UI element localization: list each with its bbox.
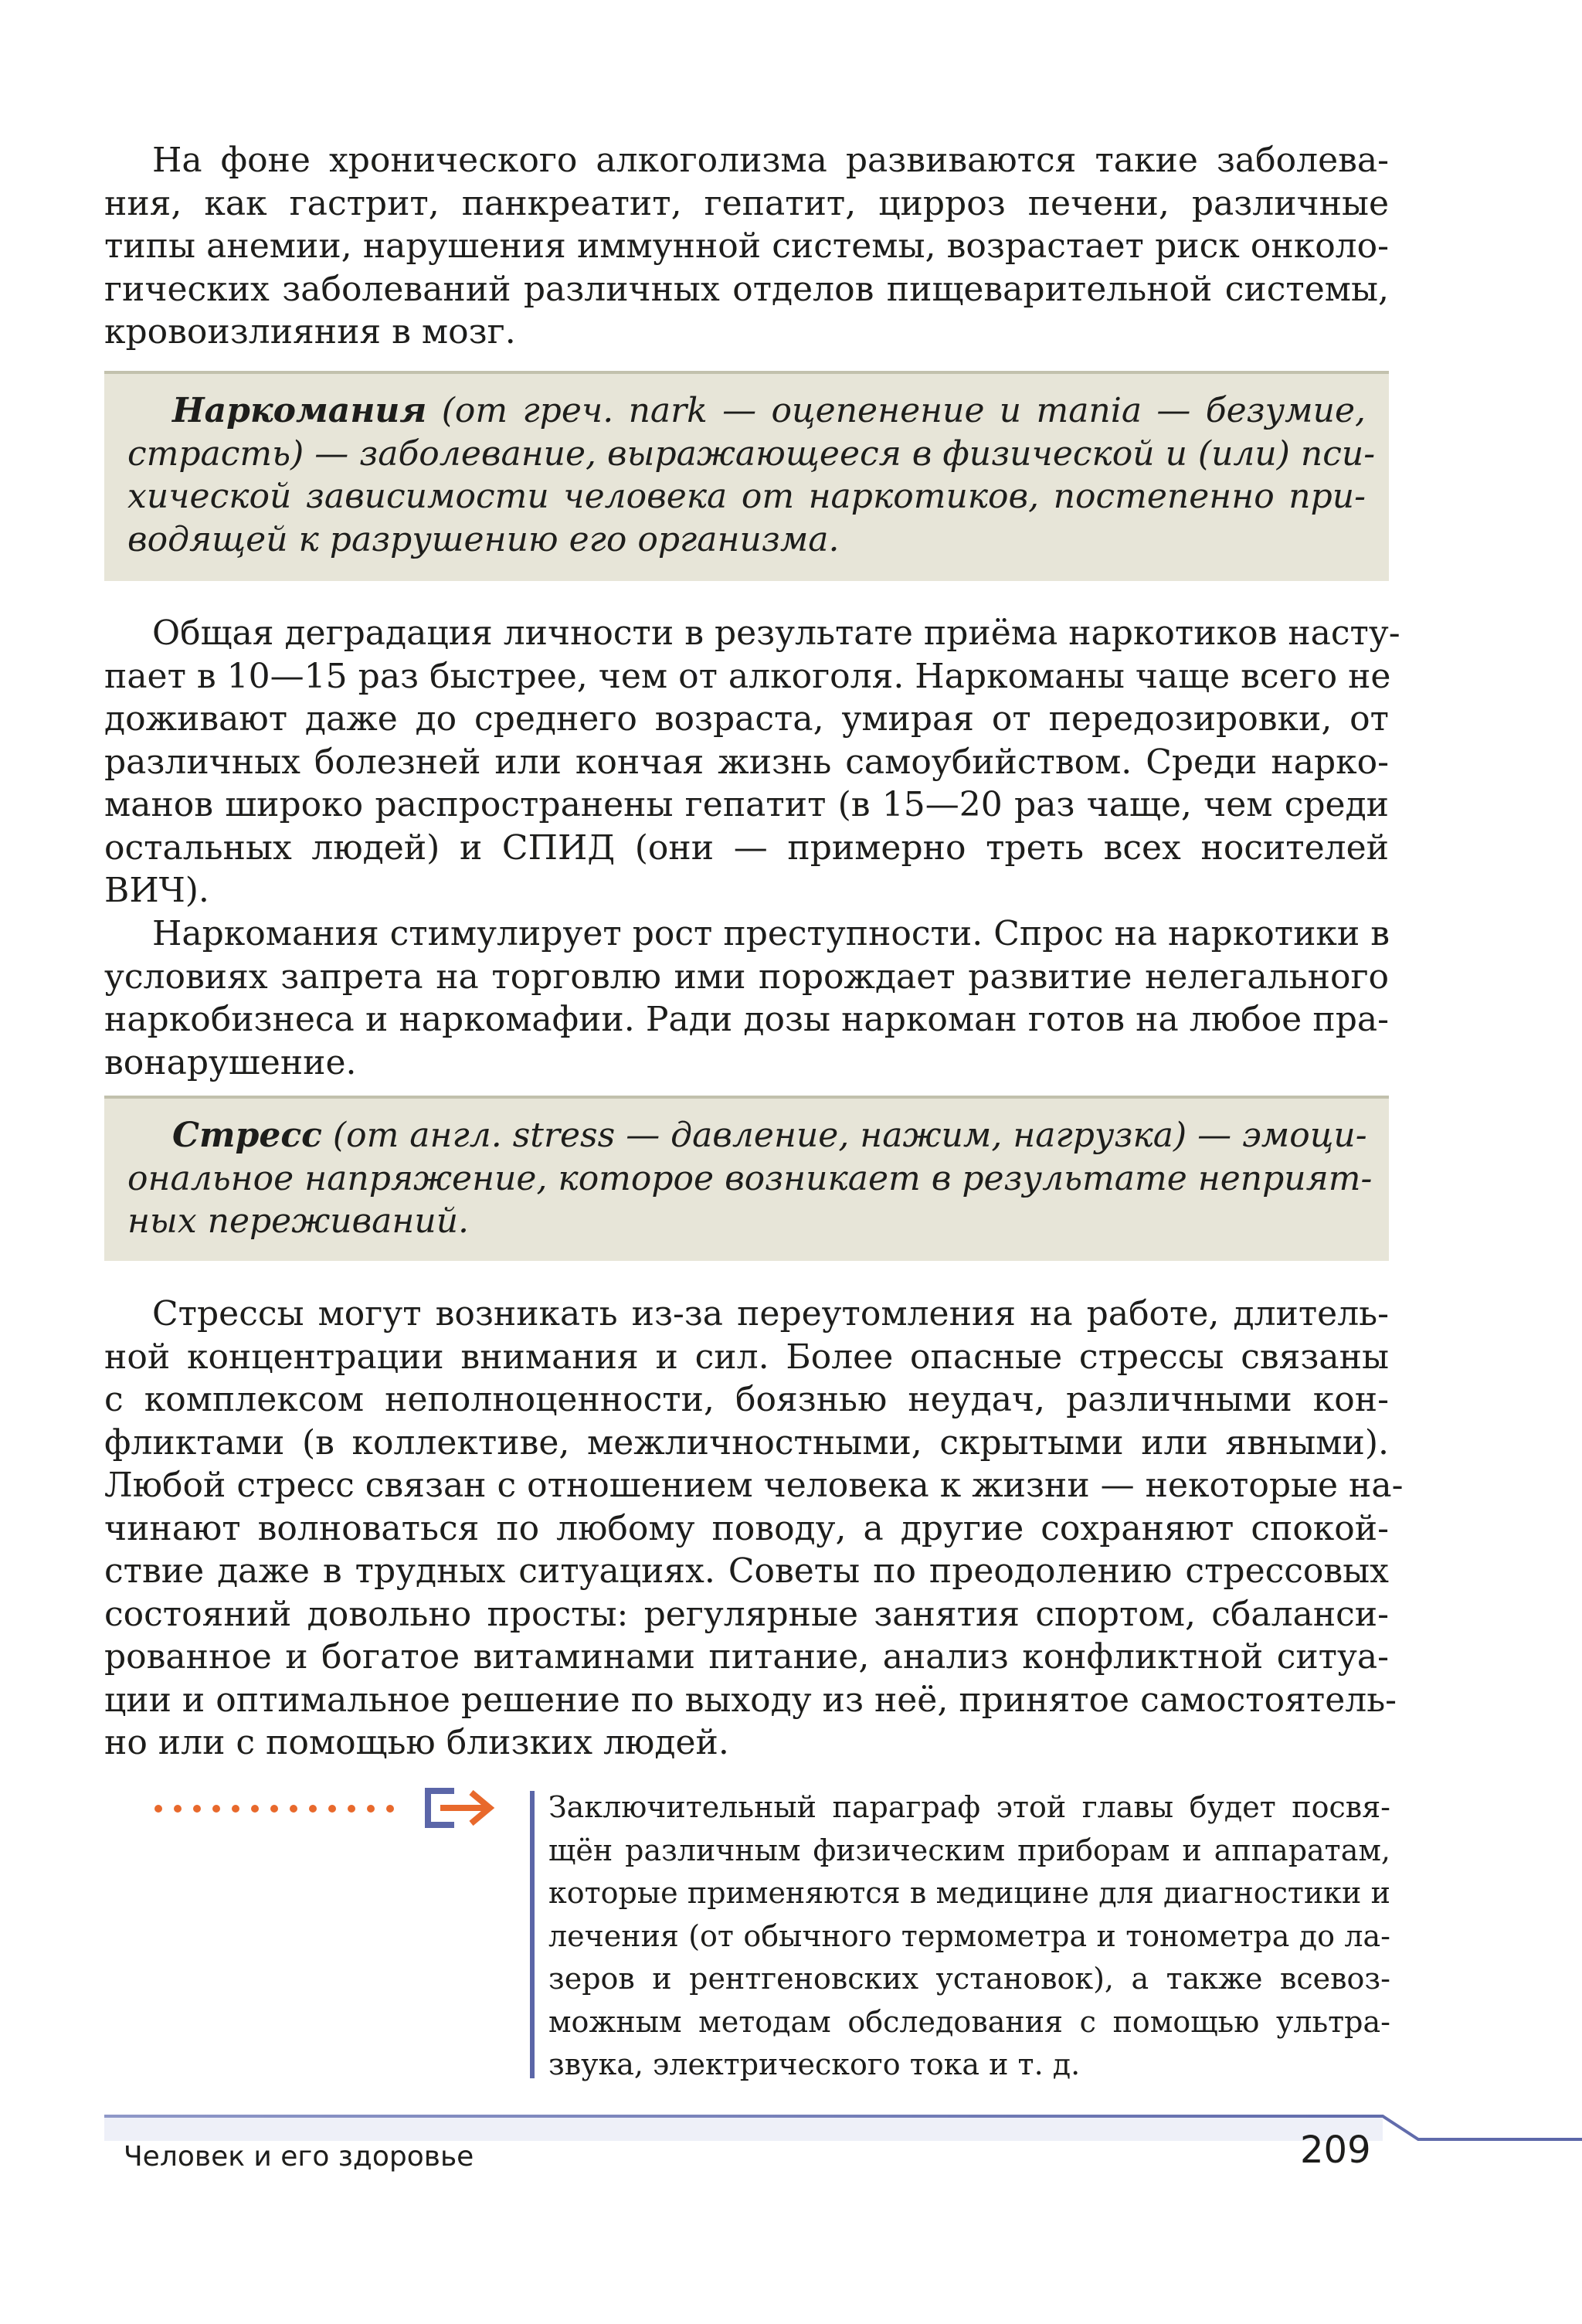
note-line: зеров и рентгеновских установок), а также всевоз-	[548, 1962, 1390, 1996]
definition-line: ных переживаний.	[127, 1201, 470, 1241]
note-line: которые применяются в медицине для диагностики и	[548, 1876, 1390, 1910]
text-line: На фоне хронического алкоголизма развиваются такие заболева-	[152, 141, 1389, 180]
definition-term: Наркомания	[172, 391, 427, 430]
text-line: доживают даже до среднего возраста, умирая от передозировки, от	[104, 699, 1389, 739]
note-line: звука, электрического тока и т. д.	[548, 2047, 1081, 2081]
definition-line	[127, 1114, 1366, 1157]
text-line: манов широко распространены гепатит (в 15—20 раз чаще, чем среди	[104, 785, 1389, 824]
text-line: фликтами (в коллективе, межличностными, скрытыми или явными).	[104, 1422, 1389, 1463]
text-line: с комплексом неполноценности, боязнью неудач, различными кон-	[104, 1380, 1389, 1419]
definition-term: Стресс	[172, 1116, 322, 1155]
note-line: щён различным физическим приборам и аппаратам,	[548, 1833, 1390, 1867]
paragraph-alcoholism	[104, 139, 1389, 354]
text-line: Стрессы могут возникать из-за переутомления на работе, длитель-	[152, 1294, 1389, 1334]
note-line: можным методам обследования с помощью ультра-	[548, 2004, 1390, 2039]
text-line: состояний довольно просты: регулярные занятия спортом, сбаланси-	[104, 1594, 1389, 1634]
text-line: наркобизнеса и наркомафии. Ради дозы наркоман готов на любое пра-	[104, 1000, 1389, 1039]
definition-line: ональное напряжение, которое возникает в результате неприят-	[127, 1158, 1373, 1198]
text-line: пает в 10—15 раз быстрее, чем от алкоголя. Наркоманы чаще всего не	[104, 656, 1391, 696]
text-line: Общая деградация личности в результате приёма наркотиков насту-	[152, 613, 1400, 653]
text-line: Наркомания стимулирует рост преступности. Спрос на наркотики в	[152, 914, 1390, 953]
definition-line: водящей к разрушению его организма.	[127, 519, 840, 559]
dotted-leader	[154, 1805, 409, 1813]
text-line: кровоизлияния в мозг.	[104, 312, 516, 352]
text-line: вонарушение.	[104, 1042, 357, 1082]
forward-arrow-icon	[423, 1785, 501, 1831]
text-line: гических заболеваний различных отделов пищеварительной системы,	[104, 269, 1389, 309]
text-line: ции и оптимальное решение по выходу из неё, принятое самостоятель-	[104, 1680, 1397, 1720]
paragraph-degradation	[104, 612, 1400, 912]
page-number: 209	[1300, 2129, 1371, 2172]
text-line: чинают волноваться по любому поводу, а другие сохраняют спокой-	[104, 1508, 1389, 1548]
footer-chapter-title: Человек и его здоровье	[124, 2141, 474, 2173]
paragraph-crime	[104, 912, 1389, 1084]
note-accent-bar	[530, 1791, 535, 2078]
note-line: лечения (от обычного термометра и тонометра до ла-	[548, 1918, 1390, 1953]
text-line: типы анемии, нарушения иммунной системы, возрастает риск онколо-	[104, 226, 1389, 266]
definition-text: (от греч. nark — оцепенение и mania — безумие,	[426, 391, 1366, 430]
text-line: Любой стресс связан с отношением человека к жизни — некоторые на-	[104, 1466, 1404, 1505]
text-line: рованное и богатое витаминами питание, анализ конфликтной ситуа-	[104, 1637, 1389, 1677]
definition-box-stress	[104, 1096, 1389, 1261]
text-line: ствие даже в трудных ситуациях. Советы по преодолению стрессовых	[104, 1551, 1389, 1591]
text-line: различных болезней или кончая жизнь самоубийством. Среди нарко-	[104, 742, 1389, 782]
text-line: ной концентрации внимания и сил. Более опасные стрессы связаны	[104, 1337, 1389, 1377]
definition-text: (от англ. stress — давление, нажим, нагрузка) — эмоци-	[321, 1116, 1367, 1155]
definition-line: хической зависимости человека от наркотиков, постепенно при-	[127, 477, 1366, 516]
paragraph-stress	[104, 1293, 1404, 1765]
text-line: ния, как гастрит, панкреатит, гепатит, цирроз печени, различные	[104, 183, 1389, 223]
text-line: ВИЧ).	[104, 871, 209, 910]
next-paragraph-note	[548, 1786, 1390, 2087]
definition-line: страсть) — заболевание, выражающееся в физической и (или) пси-	[127, 433, 1376, 474]
definition-box-narcomania	[104, 371, 1389, 581]
note-line: Заключительный параграф этой главы будет посвя-	[548, 1790, 1390, 1824]
text-line: но или с помощью близких людей.	[104, 1723, 729, 1762]
text-line: условиях запрета на торговлю ими порождает развитие нелегального	[104, 956, 1389, 997]
definition-line	[127, 389, 1366, 433]
text-line: остальных людей) и СПИД (они — примерно треть всех носителей	[104, 827, 1389, 868]
